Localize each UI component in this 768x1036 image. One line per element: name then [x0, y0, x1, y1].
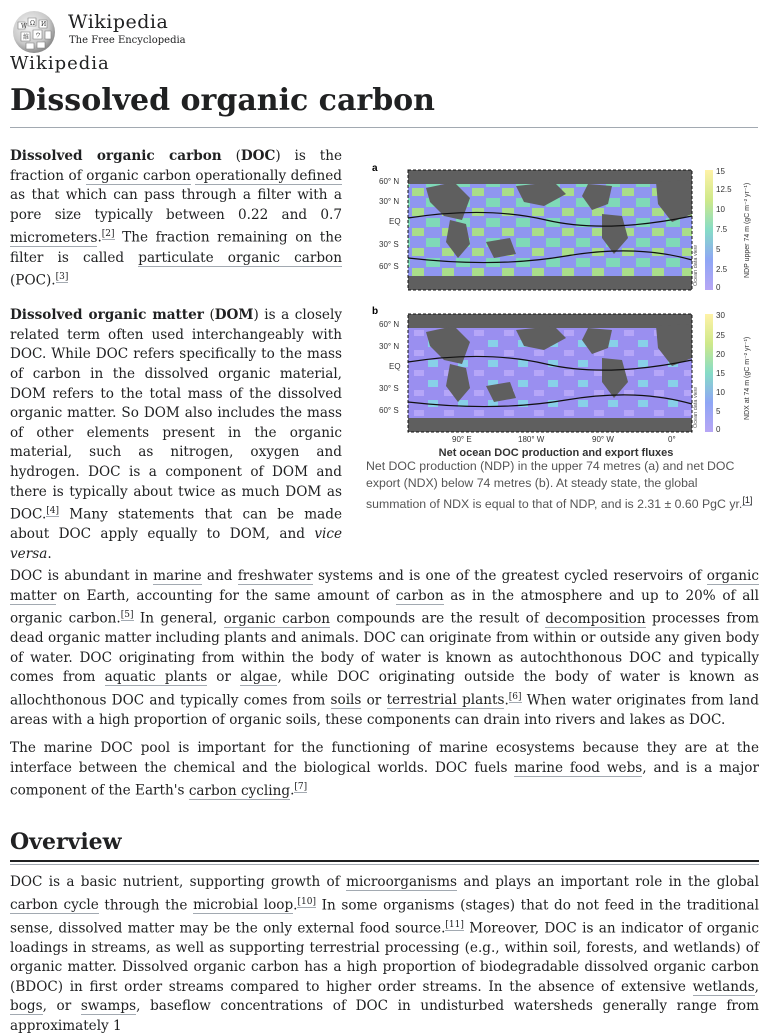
text: When water originates from land areas with a high proportion of organic soils, these components can drain into rivers and lakes as DOC.: [10, 692, 759, 728]
text: compounds are the result of: [330, 610, 546, 627]
svg-text:W: W: [21, 23, 28, 30]
citation-3[interactable]: [3]: [55, 272, 69, 283]
colorbar-a-tick: 0: [716, 283, 721, 292]
text: or: [361, 692, 387, 709]
colorbar-b-tick: 25: [716, 331, 725, 340]
paragraph-5: [10, 873, 759, 1036]
lon-label: 90° E: [452, 435, 472, 444]
vice-versa: vice versa: [10, 526, 342, 562]
text: ,: [754, 978, 759, 995]
link-organic-carbon[interactable]: organic carbon: [86, 167, 191, 184]
link-aquatic-plants[interactable]: aquatic plants: [104, 669, 208, 686]
figure-caption: [366, 458, 754, 514]
section-heading-overview: Overview: [10, 829, 122, 855]
citation-11[interactable]: [11]: [445, 919, 464, 930]
figure-doc-fluxes: [366, 158, 758, 514]
caption-text: Net DOC production (NDP) in the upper 74 metres (a) and net DOC export (NDX) below 74 metres (b). At steady state, the global summation of NDX is equal to that of NDP, and is 2.31 ± 0.60 PgC yr.: [366, 459, 743, 512]
citation-4[interactable]: [4]: [46, 506, 60, 517]
text: (POC).: [10, 272, 56, 289]
citation-7[interactable]: [7]: [294, 782, 308, 792]
lat-label: 30° N: [379, 342, 400, 351]
lead-paragraph-2: [10, 306, 342, 564]
text: and plays an important role in the global: [457, 874, 759, 890]
map-panel-b: [408, 314, 692, 432]
link-particulate-organic-carbon[interactable]: particulate organic carbon: [138, 249, 342, 266]
lon-label: 180° W: [518, 435, 545, 444]
svg-text:Ω: Ω: [30, 20, 35, 27]
term-dom: Dissolved organic matter: [10, 307, 204, 324]
link-microbial-loop[interactable]: microbial loop: [193, 897, 294, 914]
colorbar-b: [705, 314, 713, 432]
text: .: [97, 229, 102, 246]
term-doc: Dissolved organic carbon: [10, 148, 222, 164]
svg-text:И: И: [41, 21, 47, 28]
text: .: [290, 782, 295, 799]
wordmark[interactable]: Wikipedia: [68, 11, 169, 33]
link-freshwater[interactable]: freshwater: [237, 568, 313, 584]
text: or: [207, 669, 241, 686]
lat-label: EQ: [389, 362, 401, 371]
paragraph-3: [10, 567, 759, 730]
citation-10[interactable]: [10]: [297, 896, 316, 907]
colorbar-a: [705, 170, 713, 290]
link-decomposition[interactable]: decomposition: [545, 610, 646, 627]
lat-label: 60° N: [379, 320, 400, 329]
lat-label: 60° S: [379, 406, 399, 415]
colorbar-a-label: NDP upper 74 m (gC m⁻² yr⁻¹): [744, 182, 751, 278]
colorbar-b-label: NDX at 74 m (gC m⁻² yr⁻¹): [744, 336, 751, 420]
panel-b-label: b: [372, 306, 379, 317]
text: on Earth, accounting for the same amount of: [56, 587, 396, 604]
lat-label: 60° N: [379, 177, 400, 186]
citation-1[interactable]: [1]: [742, 495, 753, 506]
colorbar-a-tick: 10: [716, 205, 725, 214]
lon-label: 0°: [668, 435, 676, 444]
text: and: [201, 568, 238, 584]
figure-title: Net ocean DOC production and export fluxes: [438, 447, 674, 458]
map-panel-a: [408, 170, 692, 290]
abbr-doc: DOC: [240, 148, 276, 164]
text: , and is a major component of the Earth's: [10, 759, 759, 799]
text: as that which can pass through a filter with a pore size typically between 0.22 and 0.7: [10, 187, 342, 223]
link-marine[interactable]: marine: [153, 568, 202, 584]
wordmark-small[interactable]: Wikipedia: [10, 53, 110, 74]
svg-text:維: 維: [23, 34, 30, 41]
tagline: The Free Encyclopedia: [69, 35, 186, 46]
link-microorganisms[interactable]: microorganisms: [346, 874, 458, 890]
svg-text:ウ: ウ: [35, 32, 42, 39]
colorbar-a-tick: 15: [716, 167, 725, 176]
text: ) is the fraction of: [10, 148, 342, 184]
lead-paragraph-1: [10, 147, 342, 291]
text: as in the atmosphere and up to 20% of all organic carbon.: [10, 587, 759, 627]
wikipedia-globe-logo[interactable]: [8, 10, 60, 54]
colorbar-b-tick: 0: [716, 425, 721, 434]
section-divider: [10, 860, 759, 862]
text: In some organisms (stages) that do not feed in the traditional sense, dissolved matter may be the only external food source.: [10, 897, 759, 937]
citation-2[interactable]: [2]: [101, 229, 115, 240]
link-algae[interactable]: algae: [240, 669, 278, 686]
link-marine-food-webs[interactable]: marine food webs: [514, 759, 643, 776]
link-swamps[interactable]: swamps: [80, 998, 137, 1015]
link-soils[interactable]: soils: [330, 692, 362, 709]
link-operationally-defined[interactable]: operationally defined: [195, 167, 342, 184]
lat-label: 30° S: [379, 240, 399, 249]
link-carbon-cycle[interactable]: carbon cycle: [10, 897, 99, 914]
colorbar-a-tick: 2.5: [716, 265, 728, 274]
text: The marine DOC pool is important for the functioning of marine ecosystems because they are at the interface between the chemical and the biological worlds. DOC fuels: [10, 740, 759, 776]
link-terrestrial-plants[interactable]: terrestrial plants: [386, 692, 505, 709]
colorbar-b-tick: 10: [716, 388, 725, 397]
link-carbon-cycling[interactable]: carbon cycling: [188, 782, 291, 799]
text: The fraction remaining on the filter is called: [10, 229, 342, 266]
page-title: Dissolved organic carbon: [10, 83, 435, 118]
text: through the: [98, 897, 194, 914]
text: , while DOC originating outside the body of water is known as allochthonous DOC and typically comes from: [10, 669, 759, 709]
text: ) is a closely related term often used interchangeably with DOC. While DOC refers specifically to the mass of carbon in the dissolved organic material, DOM refers to the total mass of the dissolved organic matter. So DOM also includes the mass of other elements present in the organic material, such as nitrogen, oxygen and hydrogen. DOC is a component of DOM and there is typically about twice as much DOM as DOC.: [10, 307, 343, 523]
citation-5[interactable]: [5]: [120, 610, 134, 620]
text: systems and is one of the greatest cycled reservoirs of: [312, 568, 707, 584]
section-divider-thin: [10, 864, 759, 865]
link-wetlands[interactable]: wetlands: [692, 978, 755, 995]
text: Many statements that can be made about DOC apply equally to DOM, and: [10, 506, 342, 543]
colorbar-b-tick: 30: [716, 311, 725, 320]
lat-label: 30° S: [379, 384, 399, 393]
abbr-dom: DOM: [214, 307, 254, 324]
doc-flux-maps[interactable]: [366, 158, 758, 458]
lon-label: 90° W: [592, 435, 614, 444]
link-micrometers[interactable]: micrometers: [10, 229, 98, 246]
colorbar-a-tick: 5: [716, 245, 721, 254]
colorbar-b-tick: 5: [716, 407, 721, 416]
text: (: [221, 148, 241, 164]
lead-section: [10, 147, 342, 579]
ocean-data-view-credit: Ocean data view: [693, 387, 699, 428]
colorbar-b-tick: 20: [716, 350, 725, 359]
text: , baseflow concentrations of DOC in undisturbed watersheds generally range from approximately 1: [10, 998, 759, 1034]
text: .: [504, 692, 509, 709]
lat-label: 60° S: [379, 262, 399, 271]
colorbar-a-tick: 12.5: [716, 185, 732, 194]
colorbar-b-tick: 15: [716, 369, 725, 378]
text: processes from dead organic matter including plants and animals. DOC can originate from within or outside any given body of water. DOC originating from within the body of water is known as autochthonous DOC and typically comes from: [10, 610, 759, 686]
text: In general,: [133, 610, 224, 627]
ocean-data-view-credit: Ocean data view: [693, 245, 699, 286]
link-bogs[interactable]: bogs: [10, 998, 43, 1015]
text: DOC is abundant in: [10, 568, 154, 584]
text: Moreover, DOC is an indicator of organic loadings in streams, as well as supporting terrestrial processing (e.g., within soil, forests, and wetlands) of organic matter. Dissolved organic carbon has a high proportion of biodegradable dissolved organic carbon (BDOC) in first order streams compared to higher order streams. In the absence of extensive: [10, 920, 759, 995]
paragraph-4: [10, 739, 759, 801]
link-organic-carbon-2[interactable]: organic carbon: [223, 610, 331, 627]
text: (: [203, 307, 215, 324]
title-divider: [10, 127, 758, 128]
link-carbon[interactable]: carbon: [395, 587, 444, 604]
text: .: [47, 545, 52, 562]
text: , or: [42, 998, 81, 1015]
lat-label: 30° N: [379, 197, 400, 206]
lat-label: EQ: [389, 217, 401, 226]
panel-a-label: a: [372, 163, 378, 174]
text: .: [293, 897, 298, 914]
link-organic-matter[interactable]: organic matter: [10, 568, 759, 604]
text: DOC is a basic nutrient, supporting growth of: [10, 874, 347, 890]
citation-6[interactable]: [6]: [508, 691, 522, 702]
colorbar-a-tick: 7.5: [716, 225, 728, 234]
